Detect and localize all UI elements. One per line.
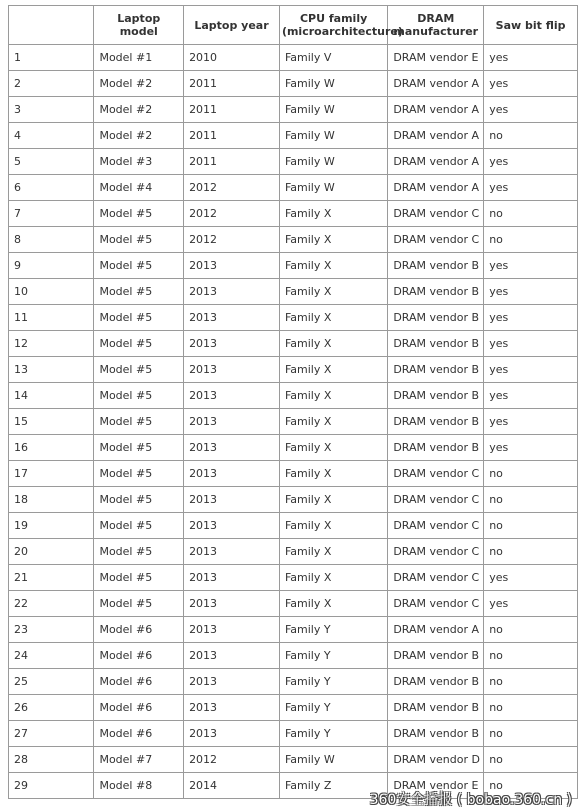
cell-laptop-year: 2013 — [184, 643, 280, 669]
table-container — [8, 5, 578, 799]
table-row — [9, 747, 578, 773]
cell-cpu-family: Family X — [279, 253, 387, 279]
cell-saw-bit-flip: yes — [484, 435, 578, 461]
cell-laptop-model: Model #6 — [94, 669, 184, 695]
cell-laptop-year: 2014 — [184, 773, 280, 799]
cell-laptop-year: 2013 — [184, 513, 280, 539]
cell-row-index: 21 — [9, 565, 94, 591]
table-row — [9, 97, 578, 123]
cell-laptop-year: 2013 — [184, 617, 280, 643]
cell-dram-manufacturer: DRAM vendor C — [388, 513, 484, 539]
cell-dram-manufacturer: DRAM vendor A — [388, 175, 484, 201]
cell-laptop-model: Model #5 — [94, 435, 184, 461]
cell-saw-bit-flip: yes — [484, 331, 578, 357]
cell-row-index: 24 — [9, 643, 94, 669]
cell-saw-bit-flip: yes — [484, 565, 578, 591]
cell-dram-manufacturer: DRAM vendor C — [388, 565, 484, 591]
cell-laptop-year: 2011 — [184, 71, 280, 97]
cell-saw-bit-flip: yes — [484, 175, 578, 201]
cell-dram-manufacturer: DRAM vendor C — [388, 539, 484, 565]
cell-row-index: 1 — [9, 45, 94, 71]
cell-cpu-family: Family W — [279, 175, 387, 201]
watermark: 360安全播报 ( bobao.360.cn ) — [369, 792, 572, 808]
table-row — [9, 175, 578, 201]
table-row — [9, 201, 578, 227]
table-row — [9, 71, 578, 97]
cell-saw-bit-flip: no — [484, 747, 578, 773]
cell-dram-manufacturer: DRAM vendor B — [388, 409, 484, 435]
table-row — [9, 565, 578, 591]
cell-laptop-model: Model #5 — [94, 201, 184, 227]
cell-row-index: 26 — [9, 695, 94, 721]
cell-laptop-model: Model #5 — [94, 227, 184, 253]
cell-row-index: 2 — [9, 71, 94, 97]
cell-dram-manufacturer: DRAM vendor C — [388, 201, 484, 227]
cell-cpu-family: Family X — [279, 435, 387, 461]
cell-row-index: 29 — [9, 773, 94, 799]
table-row — [9, 305, 578, 331]
cell-row-index: 22 — [9, 591, 94, 617]
cell-cpu-family: Family X — [279, 201, 387, 227]
cell-laptop-model: Model #5 — [94, 461, 184, 487]
cell-laptop-year: 2011 — [184, 97, 280, 123]
table-row — [9, 513, 578, 539]
cell-saw-bit-flip: yes — [484, 253, 578, 279]
cell-laptop-year: 2013 — [184, 305, 280, 331]
cell-saw-bit-flip: no — [484, 123, 578, 149]
table-row — [9, 331, 578, 357]
cell-saw-bit-flip: yes — [484, 409, 578, 435]
cell-laptop-year: 2012 — [184, 747, 280, 773]
cell-saw-bit-flip: yes — [484, 591, 578, 617]
cell-cpu-family: Family Y — [279, 695, 387, 721]
cell-laptop-model: Model #5 — [94, 357, 184, 383]
cell-cpu-family: Family Y — [279, 721, 387, 747]
cell-laptop-year: 2010 — [184, 45, 280, 71]
cell-laptop-model: Model #3 — [94, 149, 184, 175]
table-body — [9, 45, 578, 799]
header-index — [9, 6, 94, 45]
cell-laptop-model: Model #6 — [94, 643, 184, 669]
cell-cpu-family: Family X — [279, 383, 387, 409]
cell-row-index: 13 — [9, 357, 94, 383]
cell-laptop-model: Model #5 — [94, 305, 184, 331]
cell-laptop-year: 2012 — [184, 175, 280, 201]
cell-dram-manufacturer: DRAM vendor C — [388, 487, 484, 513]
cell-laptop-model: Model #5 — [94, 409, 184, 435]
cell-laptop-year: 2012 — [184, 201, 280, 227]
cell-row-index: 3 — [9, 97, 94, 123]
cell-laptop-year: 2013 — [184, 591, 280, 617]
cell-laptop-year: 2013 — [184, 487, 280, 513]
cell-laptop-model: Model #6 — [94, 695, 184, 721]
cell-saw-bit-flip: yes — [484, 71, 578, 97]
cell-dram-manufacturer: DRAM vendor B — [388, 279, 484, 305]
header-laptop-model: Laptop model — [94, 6, 184, 45]
cell-row-index: 27 — [9, 721, 94, 747]
cell-row-index: 23 — [9, 617, 94, 643]
cell-row-index: 5 — [9, 149, 94, 175]
cell-cpu-family: Family X — [279, 279, 387, 305]
table-row — [9, 539, 578, 565]
cell-dram-manufacturer: DRAM vendor B — [388, 435, 484, 461]
cell-laptop-year: 2012 — [184, 227, 280, 253]
cell-dram-manufacturer: DRAM vendor D — [388, 747, 484, 773]
cell-saw-bit-flip: no — [484, 695, 578, 721]
cell-dram-manufacturer: DRAM vendor B — [388, 305, 484, 331]
cell-dram-manufacturer: DRAM vendor C — [388, 227, 484, 253]
cell-saw-bit-flip: yes — [484, 97, 578, 123]
cell-laptop-year: 2013 — [184, 461, 280, 487]
cell-saw-bit-flip: yes — [484, 279, 578, 305]
cell-laptop-year: 2013 — [184, 409, 280, 435]
cell-cpu-family: Family X — [279, 227, 387, 253]
table-row — [9, 695, 578, 721]
table-row — [9, 45, 578, 71]
cell-laptop-model: Model #6 — [94, 721, 184, 747]
cell-laptop-model: Model #5 — [94, 539, 184, 565]
cell-dram-manufacturer: DRAM vendor B — [388, 695, 484, 721]
cell-row-index: 8 — [9, 227, 94, 253]
cell-row-index: 6 — [9, 175, 94, 201]
cell-cpu-family: Family Y — [279, 617, 387, 643]
cell-dram-manufacturer: DRAM vendor A — [388, 149, 484, 175]
cell-saw-bit-flip: no — [484, 539, 578, 565]
cell-cpu-family: Family X — [279, 487, 387, 513]
cell-cpu-family: Family Y — [279, 669, 387, 695]
cell-row-index: 4 — [9, 123, 94, 149]
cell-saw-bit-flip: no — [484, 643, 578, 669]
cell-dram-manufacturer: DRAM vendor A — [388, 97, 484, 123]
cell-saw-bit-flip: no — [484, 227, 578, 253]
cell-laptop-year: 2013 — [184, 253, 280, 279]
cell-laptop-model: Model #2 — [94, 97, 184, 123]
cell-cpu-family: Family W — [279, 123, 387, 149]
table-row — [9, 721, 578, 747]
cell-laptop-model: Model #6 — [94, 617, 184, 643]
cell-saw-bit-flip: no — [484, 669, 578, 695]
header-cpu-family: CPU family (microarchitecture) — [279, 6, 387, 45]
cell-row-index: 16 — [9, 435, 94, 461]
cell-cpu-family: Family X — [279, 305, 387, 331]
bit-flip-table — [8, 5, 578, 799]
cell-row-index: 15 — [9, 409, 94, 435]
cell-row-index: 25 — [9, 669, 94, 695]
cell-row-index: 10 — [9, 279, 94, 305]
cell-saw-bit-flip: no — [484, 617, 578, 643]
table-row — [9, 617, 578, 643]
cell-laptop-year: 2013 — [184, 383, 280, 409]
cell-laptop-year: 2011 — [184, 149, 280, 175]
header-saw-bit-flip: Saw bit flip — [484, 6, 578, 45]
cell-laptop-model: Model #1 — [94, 45, 184, 71]
cell-laptop-year: 2011 — [184, 123, 280, 149]
cell-laptop-year: 2013 — [184, 539, 280, 565]
cell-cpu-family: Family W — [279, 97, 387, 123]
cell-laptop-year: 2013 — [184, 565, 280, 591]
cell-laptop-model: Model #5 — [94, 591, 184, 617]
cell-row-index: 9 — [9, 253, 94, 279]
cell-saw-bit-flip: no — [484, 513, 578, 539]
cell-row-index: 28 — [9, 747, 94, 773]
cell-laptop-model: Model #5 — [94, 565, 184, 591]
table-row — [9, 123, 578, 149]
header-row — [9, 6, 578, 45]
cell-laptop-model: Model #2 — [94, 71, 184, 97]
table-row — [9, 643, 578, 669]
cell-dram-manufacturer: DRAM vendor B — [388, 383, 484, 409]
table-row — [9, 487, 578, 513]
cell-saw-bit-flip: no — [484, 773, 578, 799]
cell-laptop-model: Model #5 — [94, 279, 184, 305]
cell-cpu-family: Family V — [279, 45, 387, 71]
cell-laptop-model: Model #5 — [94, 383, 184, 409]
cell-laptop-year: 2013 — [184, 435, 280, 461]
cell-cpu-family: Family X — [279, 461, 387, 487]
cell-cpu-family: Family W — [279, 71, 387, 97]
cell-saw-bit-flip: yes — [484, 357, 578, 383]
cell-laptop-model: Model #4 — [94, 175, 184, 201]
cell-cpu-family: Family X — [279, 591, 387, 617]
cell-dram-manufacturer: DRAM vendor B — [388, 643, 484, 669]
cell-laptop-model: Model #2 — [94, 123, 184, 149]
cell-cpu-family: Family X — [279, 357, 387, 383]
cell-row-index: 12 — [9, 331, 94, 357]
cell-laptop-year: 2013 — [184, 695, 280, 721]
cell-cpu-family: Family X — [279, 539, 387, 565]
cell-dram-manufacturer: DRAM vendor A — [388, 617, 484, 643]
cell-cpu-family: Family X — [279, 331, 387, 357]
cell-cpu-family: Family W — [279, 747, 387, 773]
cell-cpu-family: Family X — [279, 513, 387, 539]
cell-row-index: 18 — [9, 487, 94, 513]
cell-laptop-year: 2013 — [184, 279, 280, 305]
cell-dram-manufacturer: DRAM vendor C — [388, 591, 484, 617]
cell-row-index: 7 — [9, 201, 94, 227]
cell-laptop-model: Model #7 — [94, 747, 184, 773]
cell-laptop-year: 2013 — [184, 669, 280, 695]
cell-cpu-family: Family X — [279, 565, 387, 591]
cell-laptop-model: Model #5 — [94, 513, 184, 539]
cell-dram-manufacturer: DRAM vendor A — [388, 123, 484, 149]
cell-saw-bit-flip: no — [484, 721, 578, 747]
table-row — [9, 409, 578, 435]
cell-laptop-year: 2013 — [184, 357, 280, 383]
cell-laptop-model: Model #8 — [94, 773, 184, 799]
header-dram-manufacturer: DRAM manufacturer — [388, 6, 484, 45]
cell-dram-manufacturer: DRAM vendor B — [388, 357, 484, 383]
cell-row-index: 17 — [9, 461, 94, 487]
cell-dram-manufacturer: DRAM vendor E — [388, 45, 484, 71]
table-row — [9, 461, 578, 487]
cell-cpu-family: Family W — [279, 149, 387, 175]
cell-row-index: 11 — [9, 305, 94, 331]
cell-saw-bit-flip: no — [484, 461, 578, 487]
table-row — [9, 435, 578, 461]
cell-dram-manufacturer: DRAM vendor A — [388, 71, 484, 97]
cell-saw-bit-flip: no — [484, 201, 578, 227]
cell-saw-bit-flip: yes — [484, 149, 578, 175]
cell-cpu-family: Family X — [279, 409, 387, 435]
table-row — [9, 383, 578, 409]
cell-saw-bit-flip: yes — [484, 305, 578, 331]
cell-saw-bit-flip: yes — [484, 383, 578, 409]
cell-cpu-family: Family Z — [279, 773, 387, 799]
cell-saw-bit-flip: no — [484, 487, 578, 513]
cell-dram-manufacturer: DRAM vendor B — [388, 331, 484, 357]
cell-saw-bit-flip: yes — [484, 45, 578, 71]
table-row — [9, 591, 578, 617]
cell-laptop-model: Model #5 — [94, 487, 184, 513]
cell-dram-manufacturer: DRAM vendor B — [388, 253, 484, 279]
table-row — [9, 227, 578, 253]
header-laptop-year: Laptop year — [184, 6, 280, 45]
cell-row-index: 19 — [9, 513, 94, 539]
table-row — [9, 669, 578, 695]
table-row — [9, 149, 578, 175]
cell-row-index: 20 — [9, 539, 94, 565]
cell-dram-manufacturer: DRAM vendor E — [388, 773, 484, 799]
cell-row-index: 14 — [9, 383, 94, 409]
cell-laptop-year: 2013 — [184, 331, 280, 357]
cell-laptop-year: 2013 — [184, 721, 280, 747]
cell-dram-manufacturer: DRAM vendor C — [388, 461, 484, 487]
table-row — [9, 253, 578, 279]
cell-cpu-family: Family Y — [279, 643, 387, 669]
cell-dram-manufacturer: DRAM vendor B — [388, 721, 484, 747]
table-row — [9, 279, 578, 305]
cell-laptop-model: Model #5 — [94, 331, 184, 357]
cell-dram-manufacturer: DRAM vendor B — [388, 669, 484, 695]
table-row — [9, 357, 578, 383]
cell-laptop-model: Model #5 — [94, 253, 184, 279]
